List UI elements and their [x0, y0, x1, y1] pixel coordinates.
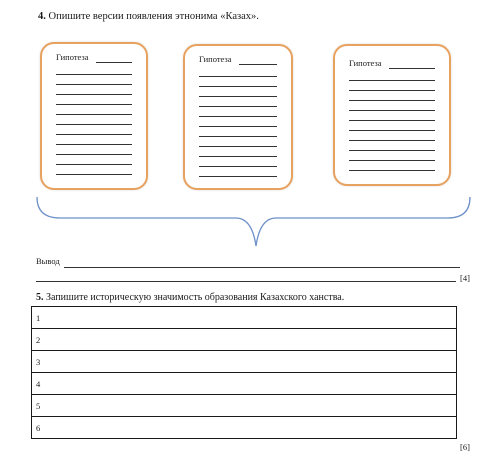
table-row[interactable] — [32, 417, 457, 439]
table-row[interactable] — [32, 329, 457, 351]
task4-points: [4] — [460, 273, 470, 283]
conclusion-line-2[interactable] — [36, 281, 456, 282]
row-number[interactable]: 4 — [32, 373, 457, 395]
task5-points: [6] — [460, 442, 470, 452]
table-row[interactable] — [32, 307, 457, 329]
brace-path — [37, 197, 470, 246]
row-number[interactable]: 3 — [32, 351, 457, 373]
significance-table — [31, 306, 457, 439]
hypothesis-label-2: Гипотеза — [199, 54, 232, 64]
row-number[interactable]: 6 — [32, 417, 457, 439]
table-row[interactable] — [32, 395, 457, 417]
task5-text: Запишите историческую значимость образования Казахского ханства. — [46, 292, 345, 303]
hypothesis-label-3: Гипотеза — [349, 58, 382, 68]
row-number[interactable]: 5 — [32, 395, 457, 417]
table-row[interactable] — [32, 373, 457, 395]
row-number[interactable]: 2 — [32, 329, 457, 351]
task4-text: Опишите версии появления этнонима «Казах». — [48, 11, 259, 22]
table-row[interactable] — [32, 351, 457, 373]
conclusion-line-1[interactable] — [64, 267, 460, 268]
task5-title — [36, 292, 344, 303]
conclusion-label: Вывод — [36, 256, 60, 266]
task5-number: 5. — [36, 292, 44, 303]
task4-number: 4. — [38, 11, 46, 22]
hypothesis-label-1: Гипотеза — [56, 52, 89, 62]
row-number[interactable]: 1 — [32, 307, 457, 329]
